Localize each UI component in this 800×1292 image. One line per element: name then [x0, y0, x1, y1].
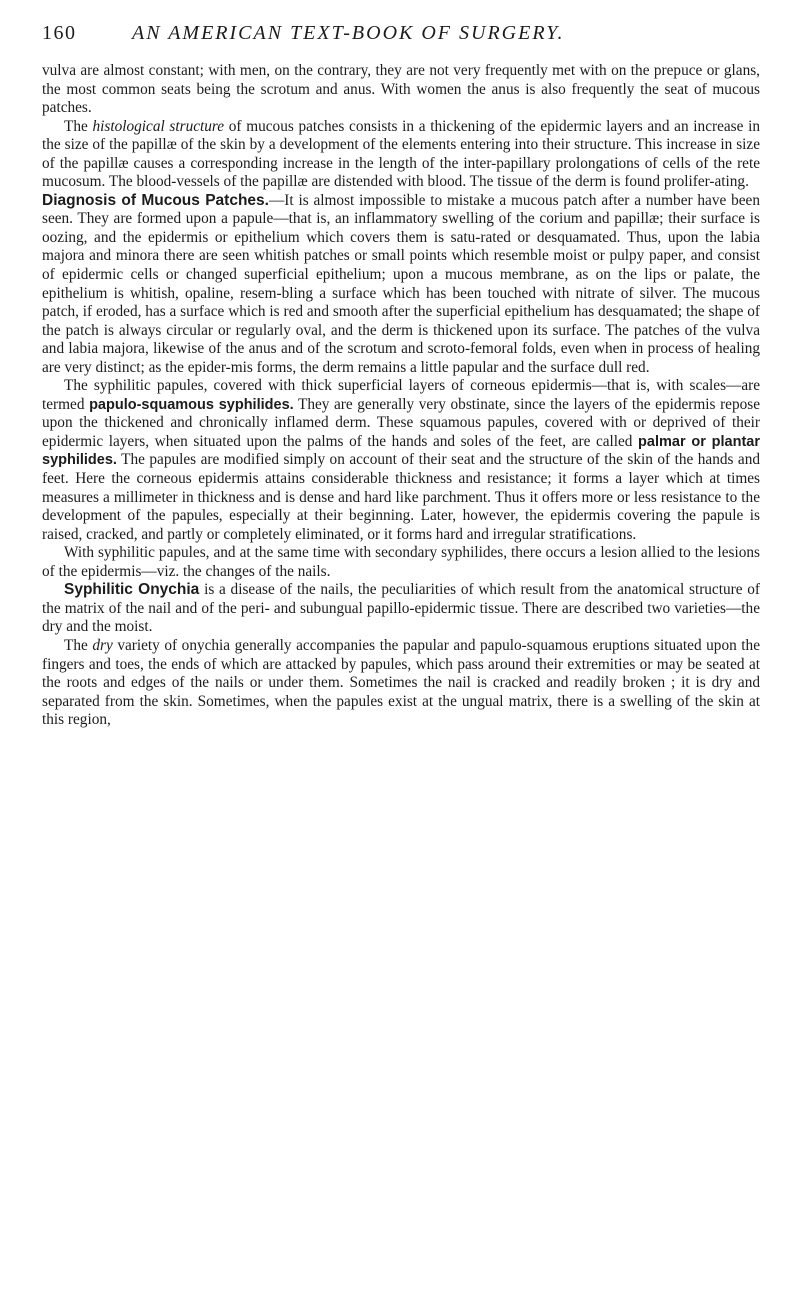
paragraph-lead: The	[64, 117, 93, 135]
paragraph-mucous-patch-seats: vulva are almost constant; with men, on the contrary, they are not very frequently met with on the prepuce or glans, the most common seats being the scrotum and anus. With women the anus is also frequently the seat of mucous patches.	[42, 62, 760, 117]
page-number: 160	[42, 22, 77, 44]
paragraph-histological-structure	[42, 118, 760, 192]
paragraph-text: The papules are modified simply on account of their seat and the structure of the skin of the hands and feet. Here the corneous epidermis attains considerable thickness and resistance; it forms a layer which at times measures a millimeter in thickness and is dense and hard like parchment. Thus it offers more or less resistance to the development of the papules, especially at their beginning. Later, however, the epidermis covering the papule is raised, cracked, and partly or completely eliminated, or it forms hard and irregular stratifications.	[42, 451, 760, 543]
paragraph-text: of mucous patches consists in a thickening of the epidermic layers and an increase in the size of the papillæ of the skin by a development of the elements entering into their structure. This increase in size of the papillæ causes a corresponding increase in the length of the inter-papillary prolongations of cells of the rete mucosum. The blood-vessels of the papillæ are distended with blood. The tissue of the derm is found prolifer-ating.	[42, 117, 760, 191]
paragraph-text: is a disease of the nails, the peculiarities of which result from the anatomical structure of the matrix of the nail and of the peri- and subungual papillo-epidermic tissue. There are described two varieties—the dry and the moist.	[42, 581, 760, 636]
paragraph-dry-onychia	[42, 637, 760, 730]
term-palmar-plantar-syphilides: palmar or plantar syphilides.	[42, 433, 761, 469]
paragraph-text: —It is almost impossible to mistake a mucous patch after a number have been seen. They are formed upon a papule—that is, an inflammatory swelling of the corium and papillæ; their surface is oozing, and the epidermis or epithelium which covers them is satu-rated or desquamated. Thus, upon the labia majora and minora there are seen whitish patches or small points which resemble moist or pulpy paper, and consist of epidermic cells or changed superficial epithelium; upon a mucous membrane, as on the lips or palate, the epithelium is whitish, opaline, resem-bling a surface which has been touched with nitrate of silver. The mucous patch, if eroded, has a surface which is red and smooth after the superficial epithelium has desquamated; the shape of the patch is always circular or regularly oval, and the derm is thickened upon its surface. The patches of the vulva and labia majora, likewise of the anus and of the scrotum and scroto-femoral folds, even when in process of healing are very distinct; as the epider-mis forms, the derm remains a little papular and the surface dull red.	[42, 191, 760, 376]
italic-term-histological-structure: histological structure	[92, 117, 225, 135]
section-heading-diagnosis: Diagnosis of Mucous Patches.	[42, 191, 269, 209]
paragraph-nail-changes: With syphilitic papules, and at the same time with secondary syphilides, there occurs a lesion allied to the lesions of the epidermis—viz. the changes of the nails.	[42, 544, 760, 580]
running-head	[42, 22, 760, 62]
italic-term-dry: dry	[92, 636, 113, 654]
paragraph-text: variety of onychia generally accompanies the papular and papulo-squamous eruptions situated upon the fingers and toes, the ends of which are attacked by papules, which pass around their extremities or may be seated at the roots and edges of the nails or under them. Sometimes the nail is cracked and readily broken ; it is dry and separated from the skin. Sometimes, when the papules exist at the ungual matrix, there is a swelling of the skin at this region,	[42, 636, 760, 729]
term-papulo-squamous-syphilides: papulo-squamous syphilides.	[89, 396, 294, 413]
book-title: AN AMERICAN TEXT-BOOK OF SURGERY.	[132, 22, 565, 44]
paragraph-diagnosis	[42, 192, 760, 377]
section-heading-syphilitic-onychia: Syphilitic Onychia	[64, 581, 200, 599]
paragraph-text: They are generally very obstinate, since the layers of the epidermis repose upon the thickened and chronically inflamed derm. These squamous papules, covered with or deprived of their epidermic layers, when situated upon the palms of the hands and soles of the feet, are called	[42, 395, 760, 450]
body-text	[42, 62, 760, 730]
paragraph-lead: The	[64, 636, 93, 654]
paragraph-papulo-squamous	[42, 377, 760, 544]
paragraph-lead: The syphilitic papules, covered with thick superficial layers of corneous epidermis—that is, with scales—are termed	[42, 377, 760, 413]
paragraph-syphilitic-onychia	[42, 581, 760, 637]
